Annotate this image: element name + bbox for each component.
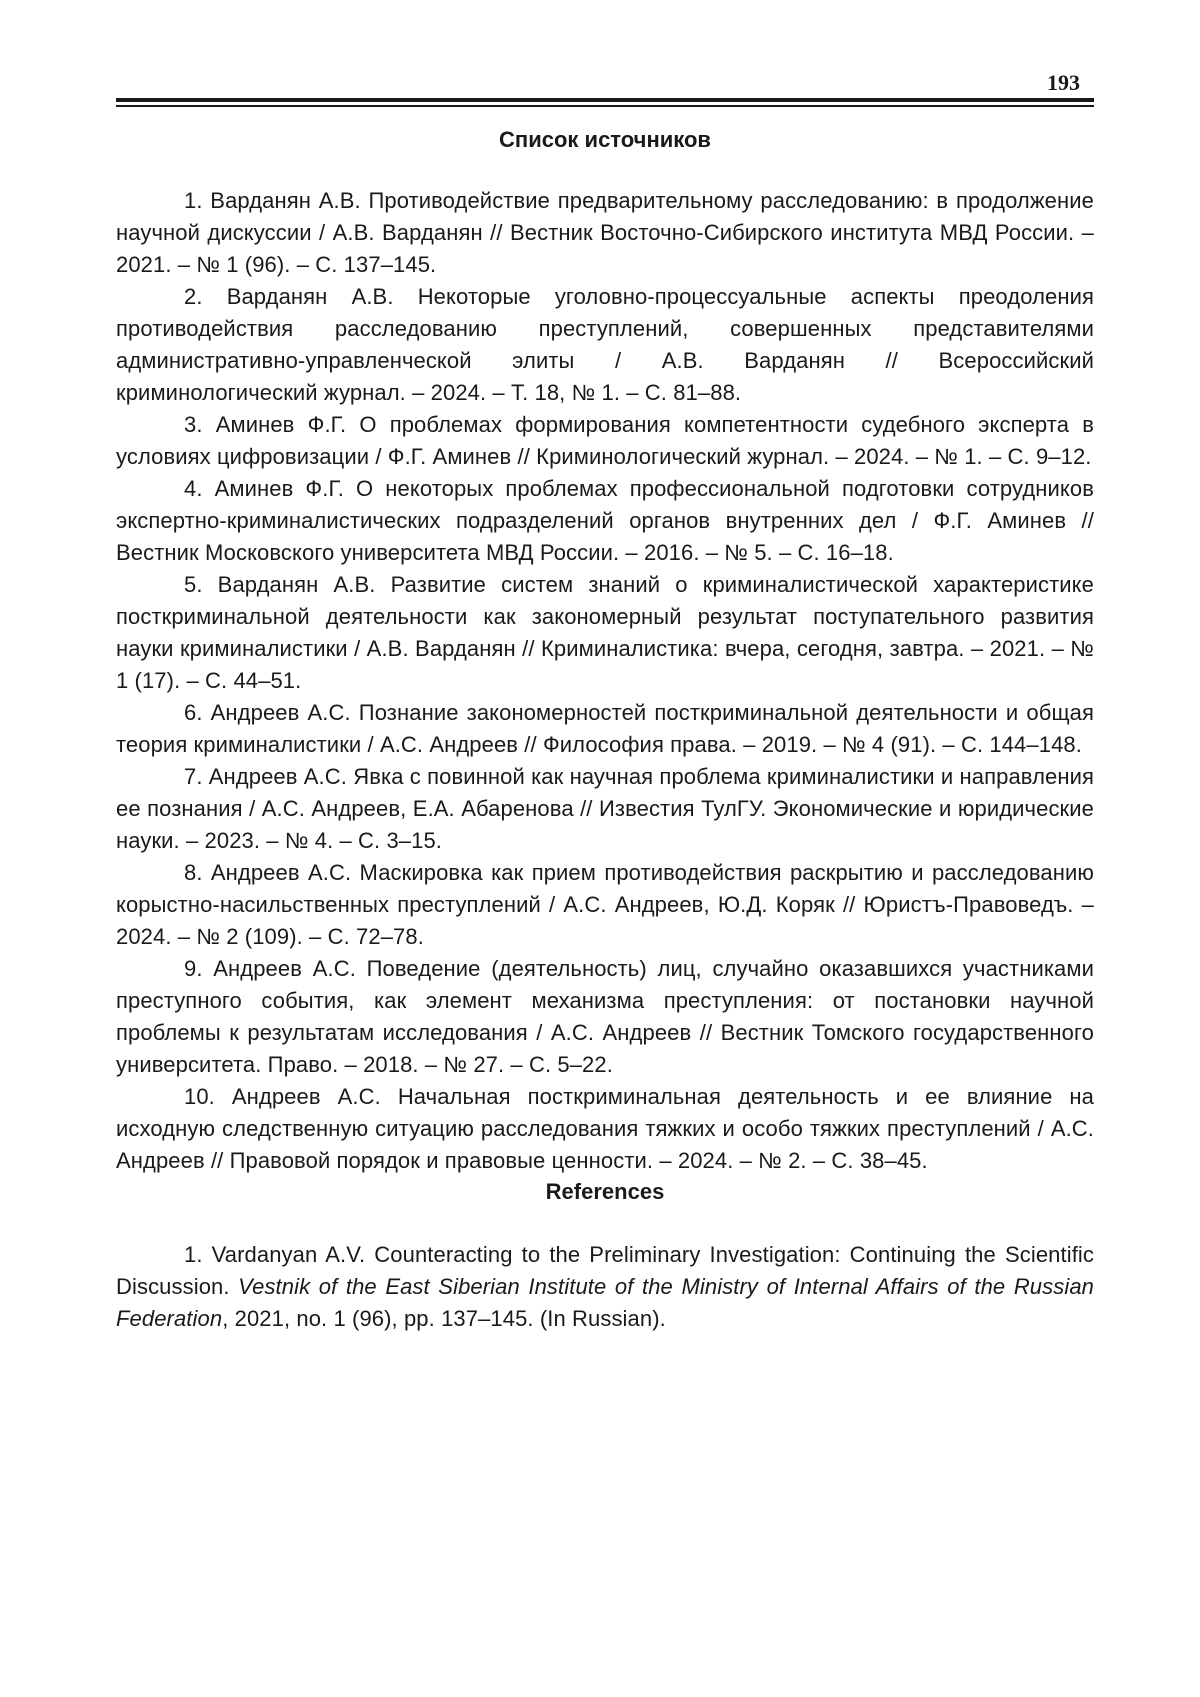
source-item-10: 10. Андреев А.С. Начальная посткриминальная деятельность и ее влияние на исходную следственную ситуацию расследования тяжких и особо тяжких преступлений / А.С. Андреев // Правовой порядок и правовые ценности. – 2024. – № 2. – С. 38–45. bbox=[116, 1083, 1094, 1173]
references-heading: References bbox=[545, 1178, 665, 1204]
reference-item-1-journal: Vestnik of the East Siberian Institute of the Ministry of Internal Affairs of the Russian Federation bbox=[116, 1273, 1095, 1331]
source-item-7: 7. Андреев А.С. Явка с повинной как научная проблема криминалистики и направления ее познания / А.С. Андреев, Е.А. Абаренова // Известия ТулГУ. Экономические и юридические науки. – 2023. – № 4. – С. 3–15. bbox=[116, 763, 1094, 853]
source-item-3: 3. Аминев Ф.Г. О проблемах формирования компетентности судебного эксперта в условиях цифровизации / Ф.Г. Аминев // Криминологический журнал. – 2024. – № 1. – С. 9–12. bbox=[116, 411, 1094, 469]
source-item-2: 2. Варданян А.В. Некоторые уголовно-процессуальные аспекты преодоления противодействия расследованию преступлений, совершенных представителями административно-управленческой элиты / А.В. Варданян // Всероссийский криминологический журнал. – 2024. – Т. 18, № 1. – С. 81–88. bbox=[116, 283, 1094, 405]
reference-item-1-lead: 1. Vardanyan A.V. Counteracting to the Preliminary Investigation: Continuing the Scientific Discussion. bbox=[116, 1241, 1094, 1299]
sources-heading: Список источников bbox=[499, 126, 711, 152]
page bbox=[116, 70, 1094, 1335]
references-list bbox=[116, 1239, 1094, 1335]
sources-list bbox=[116, 185, 1094, 1177]
source-item-8: 8. Андреев А.С. Маскировка как прием противодействия раскрытию и расследованию корыстно-насильственных преступлений / А.С. Андреев, Ю.Д. Коряк // Юристъ-Правоведъ. – 2024. – № 2 (109). – С. 72–78. bbox=[116, 859, 1094, 949]
source-item-9: 9. Андреев А.С. Поведение (деятельность) лиц, случайно оказавшихся участниками преступного события, как элемент механизма преступления: от постановки научной проблемы к результатам исследования / А.С. Андреев // Вестник Томского государственного университета. Право. – 2018. – № 27. – С. 5–22. bbox=[116, 955, 1094, 1077]
reference-item-1 bbox=[116, 1239, 1094, 1335]
source-item-1: 1. Варданян А.В. Противодействие предварительному расследованию: в продолжение научной дискуссии / А.В. Варданян // Вестник Восточно-Сибирского института МВД России. – 2021. – № 1 (96). – С. 137–145. bbox=[116, 187, 1094, 277]
source-item-6: 6. Андреев А.С. Познание закономерностей посткриминальной деятельности и общая теория криминалистики / А.С. Андреев // Философия права. – 2019. – № 4 (91). – С. 144–148. bbox=[116, 699, 1094, 757]
header-rule-thin bbox=[116, 105, 1094, 107]
header-rule-thick bbox=[116, 98, 1094, 102]
page-number: 193 bbox=[1047, 70, 1080, 95]
source-item-4: 4. Аминев Ф.Г. О некоторых проблемах профессиональной подготовки сотрудников экспертно-криминалистических подразделений органов внутренних дел / Ф.Г. Аминев // Вестник Московского университета МВД России. – 2016. – № 5. – С. 16–18. bbox=[116, 475, 1094, 565]
source-item-5: 5. Варданян А.В. Развитие систем знаний о криминалистической характеристике посткриминальной деятельности как закономерный результат поступательного развития науки криминалистики / А.В. Варданян // Криминалистика: вчера, сегодня, завтра. – 2021. – № 1 (17). – С. 44–51. bbox=[116, 571, 1094, 693]
reference-item-1-tail: , 2021, no. 1 (96), pp. 137–145. (In Russian). bbox=[222, 1305, 666, 1331]
